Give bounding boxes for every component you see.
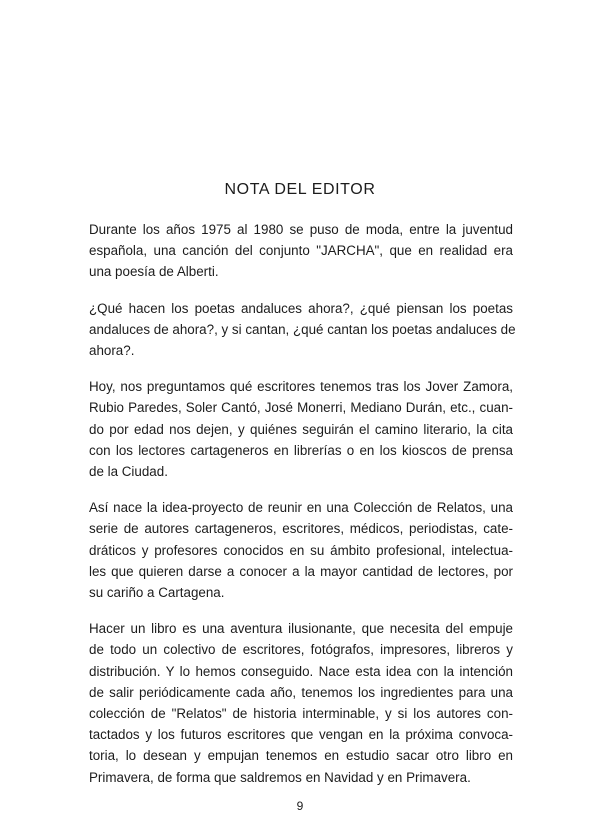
paragraph-line: dráticos y profesores conocidos en su ámbito profesional, intelectua- <box>89 542 513 558</box>
paragraph-line: toria, lo desean y empujan tenemos en estudio sacar otro libro en <box>89 748 513 764</box>
paragraph-line: Rubio Paredes, Soler Cantó, José Monerri, Mediano Durán, etc., cuan- <box>89 400 513 416</box>
page-number: 9 <box>296 799 304 813</box>
paragraph-line: Primavera, de forma que saldremos en Navidad y en Primavera. <box>89 769 471 785</box>
paragraph-line: española, una canción del conjunto "JARCHA", que en realidad era <box>89 243 513 259</box>
paragraph-line: Hacer un libro es una aventura ilusionante, que necesita del empuje <box>89 621 513 637</box>
paragraph-5 <box>89 618 513 788</box>
paragraph-line: ¿Qué hacen los poetas andaluces ahora?, ¿qué piensan los poetas <box>89 300 513 316</box>
paragraph-line: con los lectores cartageneros en librerías o en los kioscos de prensa <box>89 442 513 458</box>
page-title: NOTA DEL EDITOR <box>224 181 376 198</box>
paragraph-line: tactados y los futuros escritores que vengan en la próxima convoca- <box>89 727 513 743</box>
paragraph-1 <box>89 219 513 283</box>
paragraph-line: de todo un colectivo de escritores, fotógrafos, impresores, libreros y <box>89 642 513 658</box>
paragraph-line: colección de "Relatos" de historia interminable, y si los autores con- <box>89 706 513 722</box>
paragraph-line: Hoy, nos preguntamos qué escritores tenemos tras los Jover Zamora, <box>89 379 513 395</box>
body-text <box>89 219 516 803</box>
paragraph-line: distribución. Y lo hemos conseguido. Nace esta idea con la intención <box>89 663 513 679</box>
paragraph-line: su cariño a Cartagena. <box>89 585 225 601</box>
paragraph-line: andaluces de ahora?, y si cantan, ¿qué cantan los poetas andaluces de <box>89 321 516 337</box>
paragraph-line: una poesía de Alberti. <box>89 264 219 280</box>
paragraph-line: ahora?. <box>89 343 135 359</box>
paragraph-line: Así nace la idea-proyecto de reunir en una Colección de Relatos, una <box>89 500 513 516</box>
paragraph-line: de la Ciudad. <box>89 464 168 480</box>
paragraph-line: de salir periódicamente cada año, tenemos los ingredientes para una <box>89 684 513 700</box>
paragraph-line: Durante los años 1975 al 1980 se puso de moda, entre la juventud <box>89 222 513 237</box>
paragraph-2 <box>89 298 516 362</box>
paragraph-line: serie de autores cartageneros, escritores, médicos, periodistas, cate- <box>89 521 513 537</box>
paragraph-4 <box>89 497 513 603</box>
paragraph-line: les que quieren darse a conocer a la mayor cantidad de lectores, por <box>89 563 513 579</box>
paragraph-line: do por edad nos dejen, y quiénes seguirán el camino literario, la cita <box>89 421 513 437</box>
paragraph-3 <box>89 376 513 482</box>
